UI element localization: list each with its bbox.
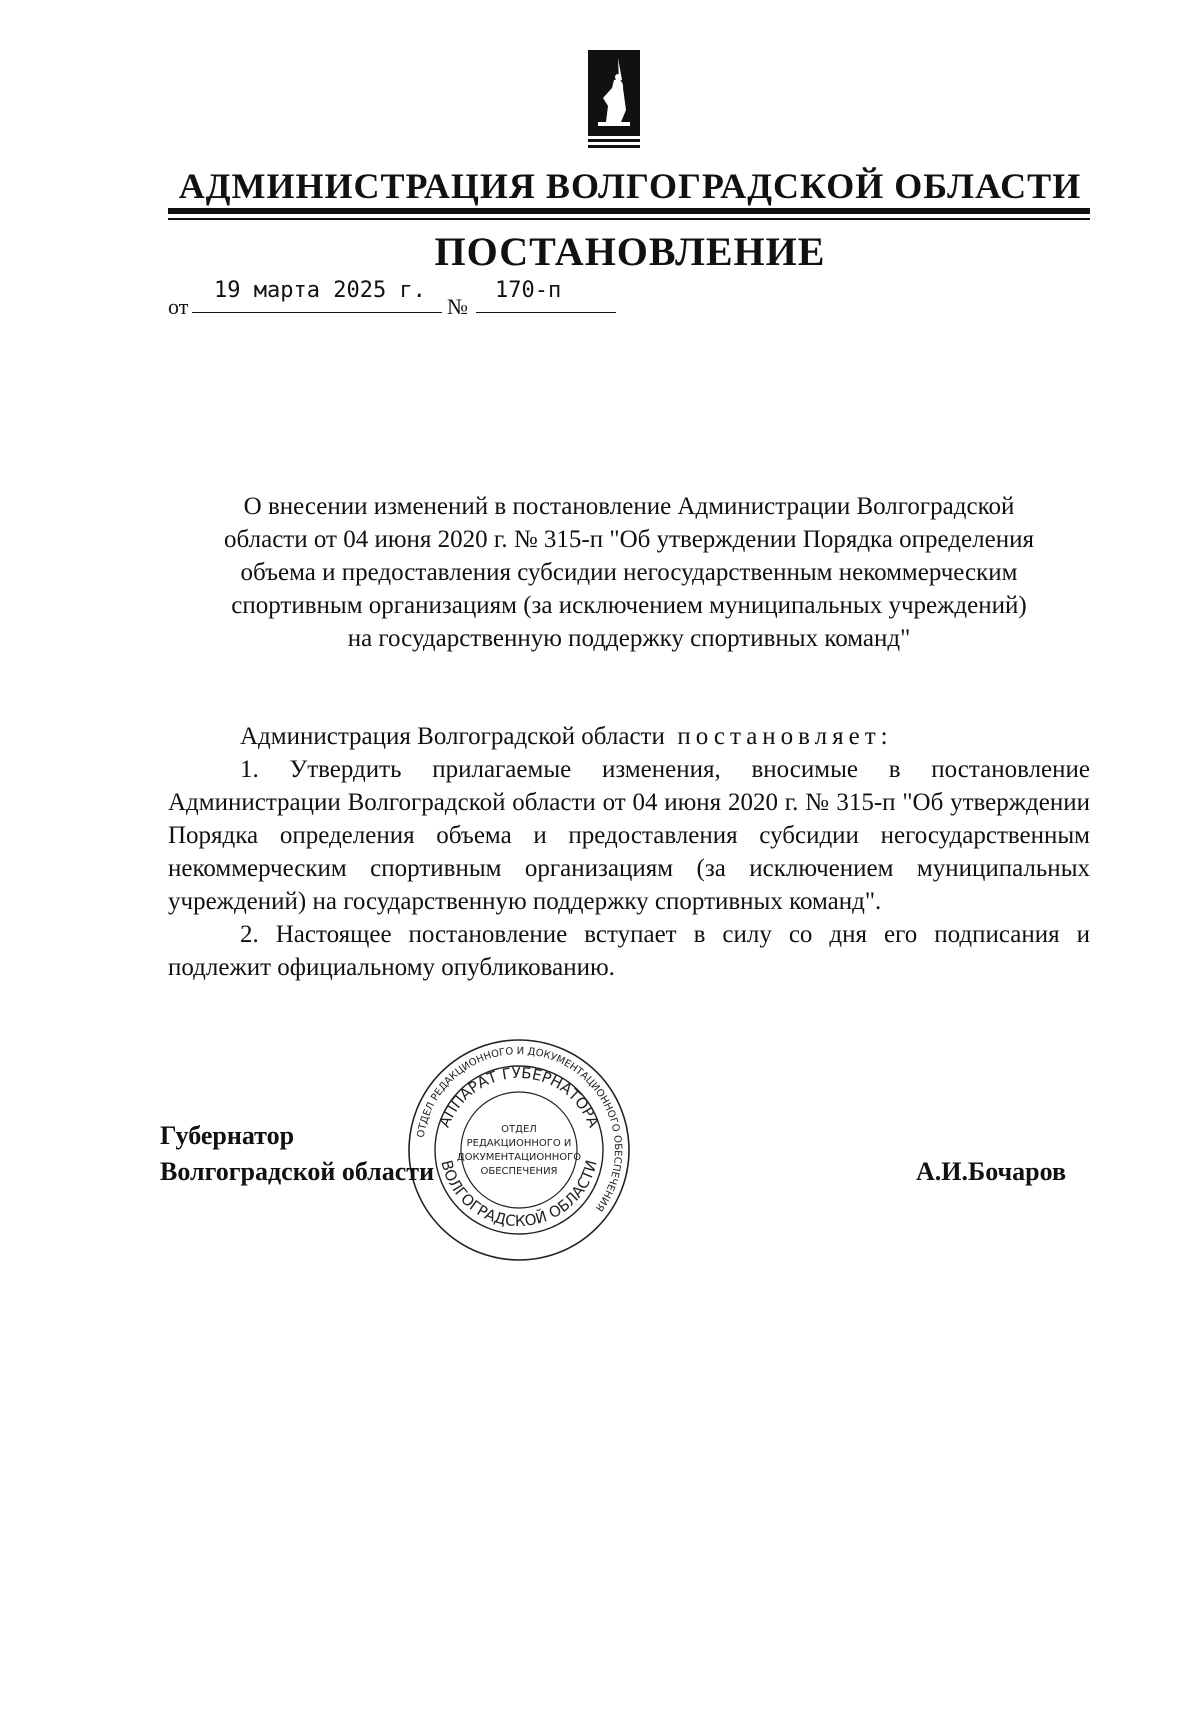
seal-inner-bottom-text: ВОЛГОГРАДСКОЙ ОБЛАСТИ <box>437 1158 601 1231</box>
official-seal <box>404 1035 634 1265</box>
date-label: от <box>168 294 189 319</box>
subject-line: области от 04 июня 2020 г. № 315-п "Об утверждении Порядка определения <box>224 526 1034 553</box>
document-body <box>168 720 1090 984</box>
subject-line: на государственную поддержку спортивных команд" <box>347 625 911 652</box>
body-item-2: 2. Настоящее постановление вступает в силу со дня его подписания и подлежит официальному опубликованию. <box>168 921 1090 981</box>
document-date: 19 марта 2025 г. <box>214 278 426 303</box>
preamble <box>168 720 1090 753</box>
document-subject <box>168 490 1090 655</box>
header-divider-thick <box>168 208 1090 214</box>
subject-line: спортивным организациям (за исключением муниципальных учреждений) <box>231 592 1027 619</box>
document-number: 170-п <box>495 278 562 303</box>
preamble-verb: постановляет: <box>677 723 893 750</box>
organization-title: АДМИНИСТРАЦИЯ ВОЛГОГРАДСКОЙ ОБЛАСТИ <box>178 166 1082 206</box>
subject-line: О внесении изменений в постановление Администрации Волгоградской <box>243 493 1015 520</box>
seal-center-line: РЕДАКЦИОННОГО И <box>466 1138 572 1149</box>
date-underline <box>192 312 442 313</box>
body-item-1: 1. Утвердить прилагаемые изменения, вносимые в постановление Администрации Волгоградской области от 04 июня 2020 г. № 315-п "Об утверждении Порядка определения объема и предоставления субсидии негосударственным некоммерческим спортивным организациям (за исключением муниципальных учреждений) на государственную поддержку спортивных команд". <box>168 756 1090 915</box>
seal-inner-top-text: АППАРАТ ГУБЕРНАТОРА <box>435 1063 603 1130</box>
number-label: № <box>447 294 468 319</box>
signatory-position-line: Губернатор <box>160 1121 295 1150</box>
number-underline <box>476 312 616 313</box>
signatory-position-line: Волгоградской области <box>160 1157 435 1186</box>
seal-outer-text: ОТДЕЛ РЕДАКЦИОННОГО И ДОКУМЕНТАЦИОННОГО ОБЕСПЕЧЕНИЯ <box>415 1045 624 1213</box>
header-divider-thin <box>168 218 1090 220</box>
signatory-name: А.И.Бочаров <box>916 1157 1067 1186</box>
subject-line: объема и предоставления субсидии негосударственным некоммерческим <box>240 559 1018 586</box>
preamble-lead: Администрация Волгоградской области <box>240 723 665 750</box>
seal-center-line: ОТДЕЛ <box>501 1124 537 1135</box>
seal-center-line: ОБЕСПЕЧЕНИЯ <box>480 1166 558 1177</box>
document-type: ПОСТАНОВЛЕНИЕ <box>434 229 826 274</box>
volgograd-coat-of-arms-icon <box>588 50 640 150</box>
seal-center-line: ДОКУМЕНТАЦИОННОГО <box>456 1152 582 1163</box>
date-number-row <box>168 276 628 320</box>
signatory-position <box>160 1118 434 1190</box>
